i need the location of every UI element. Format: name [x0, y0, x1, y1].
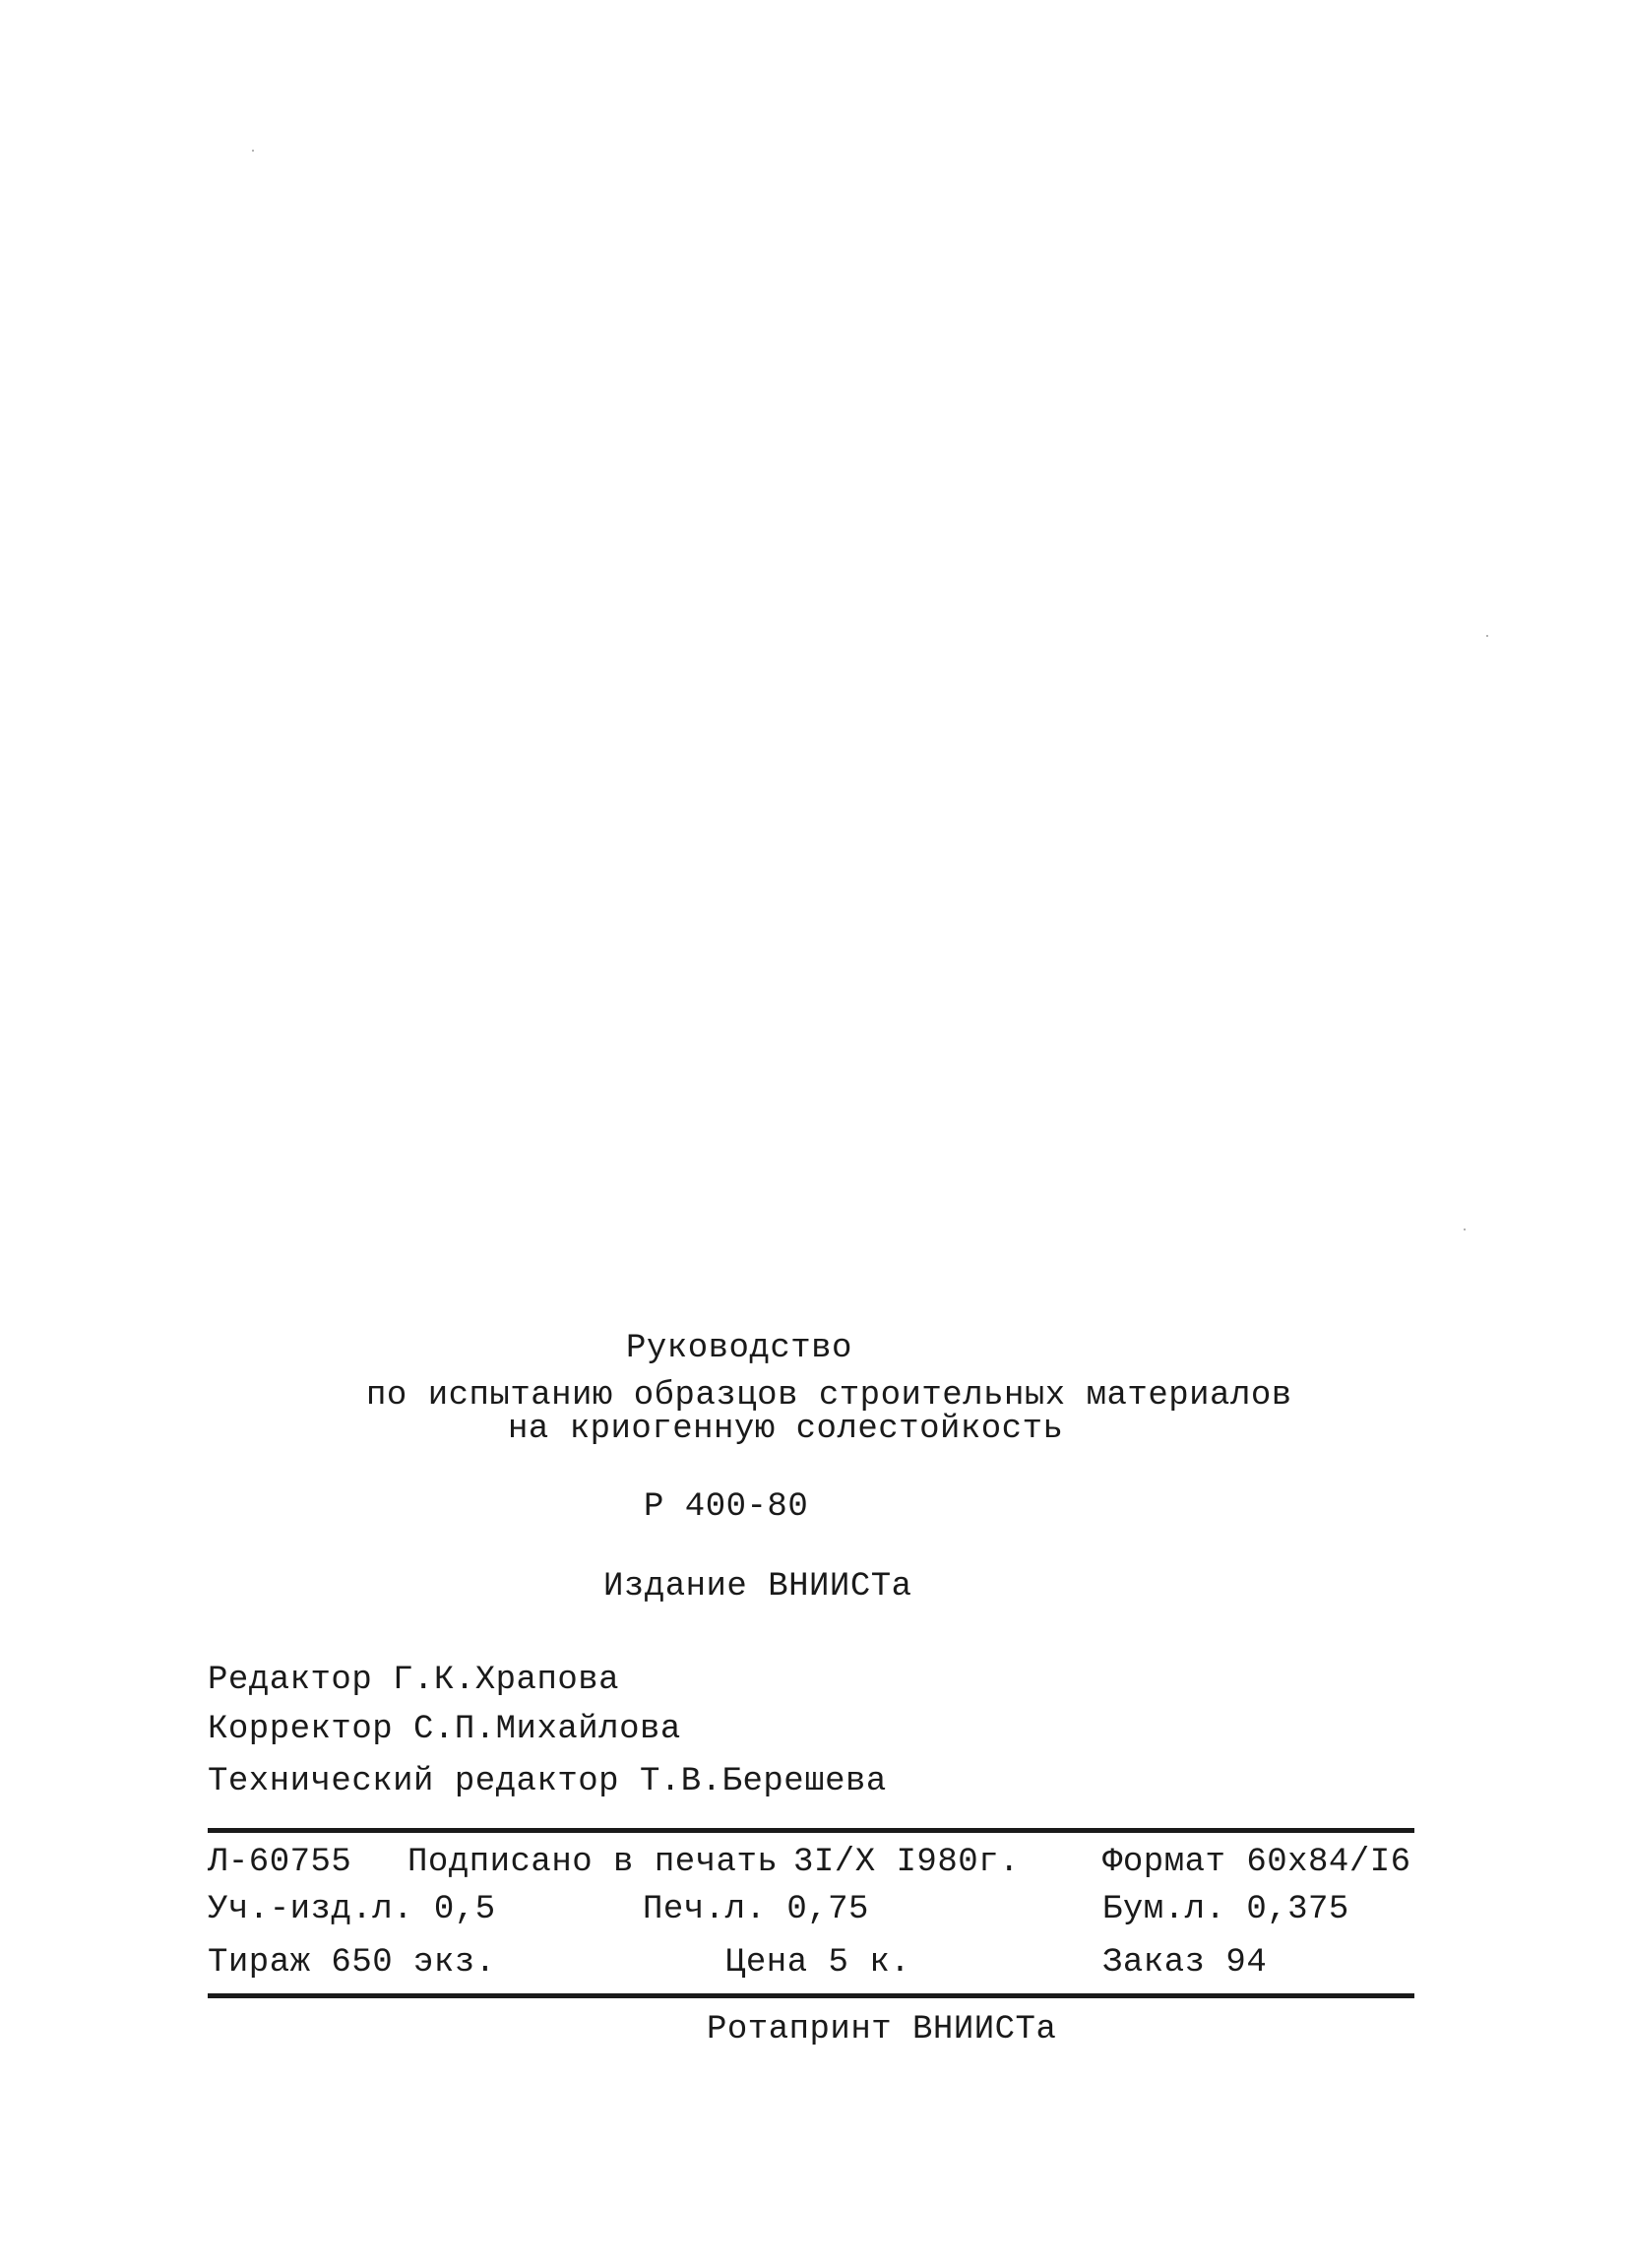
publisher-line: Издание ВНИИСТа	[603, 1568, 912, 1606]
imprint-bottom-rule	[208, 1993, 1414, 1998]
proofreader-credit: Корректор С.П.Михайлова	[208, 1711, 681, 1748]
signed-date: 3I/X I980г.	[793, 1844, 1020, 1881]
document-code: Р 400-80	[644, 1488, 809, 1526]
scan-speck	[1486, 635, 1488, 637]
scan-speck	[1464, 1228, 1466, 1230]
print-run: Тираж 650 экз.	[208, 1944, 496, 1982]
scan-speck	[252, 150, 254, 152]
license-number: Л-60755	[208, 1844, 352, 1881]
price: Цена 5 к.	[725, 1944, 911, 1982]
paper-sheets: Бум.л. 0,375	[1102, 1891, 1349, 1928]
imprint-top-rule	[208, 1828, 1414, 1833]
paper-format: Формат 60х84/I6	[1102, 1844, 1411, 1881]
printed-sheets: Печ.л. 0,75	[643, 1891, 869, 1928]
tech-editor-credit: Технический редактор Т.В.Берешева	[208, 1763, 887, 1800]
document-subtitle-line2: на криогенную солестойкость	[508, 1411, 1064, 1448]
editor-credit: Редактор Г.К.Храпова	[208, 1662, 620, 1699]
publishing-sheets: Уч.-изд.л. 0,5	[208, 1891, 496, 1928]
signed-to-print: Подписано в печать	[407, 1844, 779, 1881]
printer-line: Ротапринт ВНИИСТа	[707, 2011, 1057, 2048]
document-heading: Руководство	[626, 1330, 852, 1367]
document-subtitle-line1: по испытанию образцов строительных материалов	[366, 1377, 1292, 1415]
order-number: Заказ 94	[1102, 1944, 1268, 1982]
